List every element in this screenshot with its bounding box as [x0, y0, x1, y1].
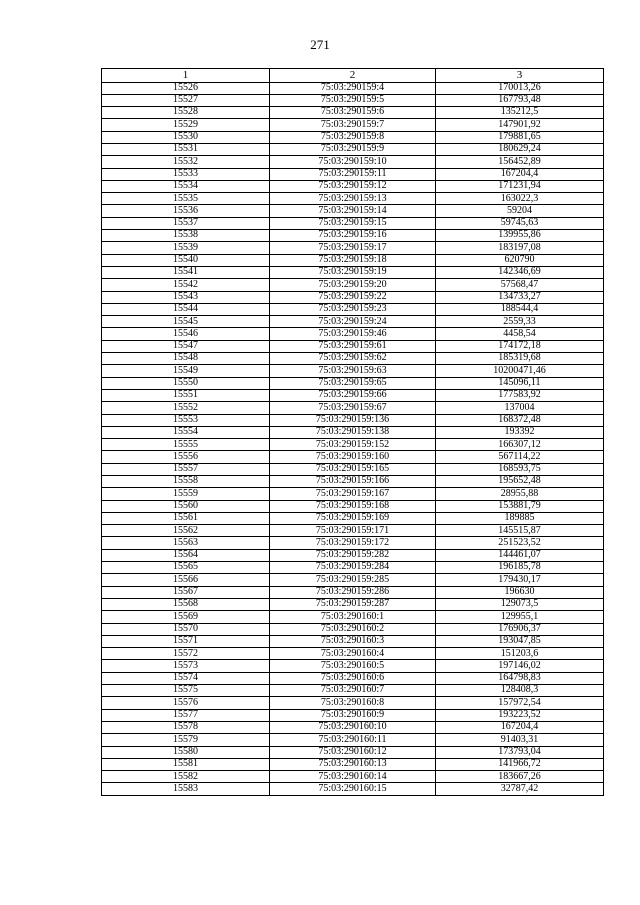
table-row [102, 635, 604, 647]
table-row [102, 500, 604, 512]
table-row [102, 205, 604, 217]
row-number-cell: 15540 [102, 254, 270, 266]
cadastral-number-cell: 75:03:290159:67 [270, 402, 436, 414]
table-row [102, 217, 604, 229]
value-cell: 193223,52 [436, 709, 604, 721]
row-number-cell: 15536 [102, 205, 270, 217]
value-cell: 129955,1 [436, 611, 604, 623]
value-cell: 174172,18 [436, 340, 604, 352]
cadastral-number-cell: 75:03:290160:10 [270, 721, 436, 733]
table-row [102, 365, 604, 377]
value-cell: 91403,31 [436, 734, 604, 746]
row-number-cell: 15583 [102, 783, 270, 795]
value-cell: 195652,48 [436, 476, 604, 488]
table-row [102, 402, 604, 414]
cadastral-number-cell: 75:03:290159:287 [270, 598, 436, 610]
value-cell: 193047,85 [436, 635, 604, 647]
cadastral-number-cell: 75:03:290159:282 [270, 549, 436, 561]
value-cell: 134733,27 [436, 291, 604, 303]
value-cell: 251523,52 [436, 537, 604, 549]
cadastral-number-cell: 75:03:290160:6 [270, 672, 436, 684]
row-number-cell: 15580 [102, 746, 270, 758]
row-number-cell: 15570 [102, 623, 270, 635]
cadastral-number-cell: 75:03:290159:168 [270, 500, 436, 512]
table-body [102, 82, 604, 795]
value-cell: 153881,79 [436, 500, 604, 512]
value-cell: 137004 [436, 402, 604, 414]
value-cell: 145096,11 [436, 377, 604, 389]
cadastral-number-cell: 75:03:290159:14 [270, 205, 436, 217]
cadastral-number-cell: 75:03:290160:1 [270, 611, 436, 623]
cadastral-number-cell: 75:03:290160:8 [270, 697, 436, 709]
row-number-cell: 15560 [102, 500, 270, 512]
table-row [102, 672, 604, 684]
value-cell: 170013,26 [436, 82, 604, 94]
row-number-cell: 15539 [102, 242, 270, 254]
row-number-cell: 15579 [102, 734, 270, 746]
cadastral-number-cell: 75:03:290159:138 [270, 426, 436, 438]
cadastral-number-cell: 75:03:290160:11 [270, 734, 436, 746]
value-cell: 179430,17 [436, 574, 604, 586]
table-row [102, 94, 604, 106]
cadastral-number-cell: 75:03:290159:285 [270, 574, 436, 586]
row-number-cell: 15568 [102, 598, 270, 610]
cadastral-number-cell: 75:03:290159:11 [270, 168, 436, 180]
table-row [102, 328, 604, 340]
cadastral-number-cell: 75:03:290160:12 [270, 746, 436, 758]
table-row [102, 512, 604, 524]
row-number-cell: 15546 [102, 328, 270, 340]
value-cell: 57568,47 [436, 279, 604, 291]
value-cell: 141966,72 [436, 758, 604, 770]
cadastral-number-cell: 75:03:290159:167 [270, 488, 436, 500]
table-row [102, 562, 604, 574]
table-row [102, 537, 604, 549]
row-number-cell: 15548 [102, 353, 270, 365]
table-row [102, 389, 604, 401]
table-row [102, 316, 604, 328]
table-row [102, 525, 604, 537]
value-cell: 128408,3 [436, 685, 604, 697]
table-row [102, 476, 604, 488]
row-number-cell: 15544 [102, 303, 270, 315]
cadastral-number-cell: 75:03:290159:7 [270, 119, 436, 131]
cadastral-number-cell: 75:03:290159:10 [270, 156, 436, 168]
cadastral-number-cell: 75:03:290159:61 [270, 340, 436, 352]
cadastral-number-cell: 75:03:290159:62 [270, 353, 436, 365]
table-row [102, 451, 604, 463]
header-row [102, 69, 604, 83]
value-cell: 144461,07 [436, 549, 604, 561]
row-number-cell: 15527 [102, 94, 270, 106]
cadastral-number-cell: 75:03:290159:286 [270, 586, 436, 598]
value-cell: 59745,63 [436, 217, 604, 229]
row-number-cell: 15563 [102, 537, 270, 549]
cadastral-number-cell: 75:03:290159:66 [270, 389, 436, 401]
value-cell: 189885 [436, 512, 604, 524]
page-number: 271 [310, 37, 330, 52]
table-header [102, 69, 604, 83]
cadastral-number-cell: 75:03:290159:4 [270, 82, 436, 94]
table-row [102, 574, 604, 586]
table-row [102, 291, 604, 303]
column-header-3: 3 [436, 69, 604, 83]
value-cell: 183667,26 [436, 771, 604, 783]
cadastral-number-cell: 75:03:290160:15 [270, 783, 436, 795]
value-cell: 157972,54 [436, 697, 604, 709]
cadastral-number-cell: 75:03:290160:3 [270, 635, 436, 647]
row-number-cell: 15573 [102, 660, 270, 672]
cadastral-number-cell: 75:03:290159:171 [270, 525, 436, 537]
row-number-cell: 15532 [102, 156, 270, 168]
table-row [102, 660, 604, 672]
row-number-cell: 15545 [102, 316, 270, 328]
value-cell: 59204 [436, 205, 604, 217]
value-cell: 32787,42 [436, 783, 604, 795]
table-row [102, 254, 604, 266]
row-number-cell: 15543 [102, 291, 270, 303]
cadastral-number-cell: 75:03:290159:13 [270, 193, 436, 205]
table-row [102, 266, 604, 278]
table-row [102, 586, 604, 598]
value-cell: 180629,24 [436, 143, 604, 155]
table-row [102, 549, 604, 561]
table-row [102, 463, 604, 475]
table-row [102, 193, 604, 205]
row-number-cell: 15581 [102, 758, 270, 770]
cadastral-number-cell: 75:03:290159:166 [270, 476, 436, 488]
value-cell: 166307,12 [436, 439, 604, 451]
cadastral-number-cell: 75:03:290159:152 [270, 439, 436, 451]
cadastral-number-cell: 75:03:290159:19 [270, 266, 436, 278]
cadastral-number-cell: 75:03:290160:7 [270, 685, 436, 697]
cadastral-number-cell: 75:03:290159:18 [270, 254, 436, 266]
cadastral-number-cell: 75:03:290159:5 [270, 94, 436, 106]
value-cell: 188544,4 [436, 303, 604, 315]
cadastral-number-cell: 75:03:290160:5 [270, 660, 436, 672]
value-cell: 620790 [436, 254, 604, 266]
value-cell: 179881,65 [436, 131, 604, 143]
cadastral-number-cell: 75:03:290159:284 [270, 562, 436, 574]
row-number-cell: 15575 [102, 685, 270, 697]
cadastral-number-cell: 75:03:290159:17 [270, 242, 436, 254]
row-number-cell: 15537 [102, 217, 270, 229]
value-cell: 567114,22 [436, 451, 604, 463]
value-cell: 129073,5 [436, 598, 604, 610]
table-row [102, 242, 604, 254]
row-number-cell: 15569 [102, 611, 270, 623]
row-number-cell: 15566 [102, 574, 270, 586]
table-row [102, 377, 604, 389]
cadastral-number-cell: 75:03:290159:136 [270, 414, 436, 426]
table-row [102, 611, 604, 623]
cadastral-number-cell: 75:03:290159:9 [270, 143, 436, 155]
table-row [102, 721, 604, 733]
value-cell: 147901,92 [436, 119, 604, 131]
value-cell: 183197,08 [436, 242, 604, 254]
table-row [102, 156, 604, 168]
value-cell: 185319,68 [436, 353, 604, 365]
row-number-cell: 15551 [102, 389, 270, 401]
table-row [102, 340, 604, 352]
table-row [102, 734, 604, 746]
row-number-cell: 15576 [102, 697, 270, 709]
row-number-cell: 15557 [102, 463, 270, 475]
table-row [102, 353, 604, 365]
value-cell: 142346,69 [436, 266, 604, 278]
row-number-cell: 15555 [102, 439, 270, 451]
table-row [102, 303, 604, 315]
value-cell: 135212,5 [436, 107, 604, 119]
row-number-cell: 15534 [102, 180, 270, 192]
value-cell: 171231,94 [436, 180, 604, 192]
column-header-1: 1 [102, 69, 270, 83]
table-row [102, 107, 604, 119]
row-number-cell: 15531 [102, 143, 270, 155]
row-number-cell: 15562 [102, 525, 270, 537]
table-row [102, 648, 604, 660]
table-row [102, 426, 604, 438]
value-cell: 139955,86 [436, 230, 604, 242]
value-cell: 4458,54 [436, 328, 604, 340]
row-number-cell: 15561 [102, 512, 270, 524]
cadastral-number-cell: 75:03:290159:172 [270, 537, 436, 549]
row-number-cell: 15529 [102, 119, 270, 131]
value-cell: 145515,87 [436, 525, 604, 537]
row-number-cell: 15559 [102, 488, 270, 500]
row-number-cell: 15558 [102, 476, 270, 488]
value-cell: 10200471,46 [436, 365, 604, 377]
table-row [102, 119, 604, 131]
value-cell: 2559,33 [436, 316, 604, 328]
value-cell: 167204,4 [436, 168, 604, 180]
row-number-cell: 15578 [102, 721, 270, 733]
cadastral-number-cell: 75:03:290159:16 [270, 230, 436, 242]
value-cell: 164798,83 [436, 672, 604, 684]
value-cell: 173793,04 [436, 746, 604, 758]
row-number-cell: 15574 [102, 672, 270, 684]
row-number-cell: 15572 [102, 648, 270, 660]
table-row [102, 180, 604, 192]
table-row [102, 439, 604, 451]
table-row [102, 230, 604, 242]
row-number-cell: 15565 [102, 562, 270, 574]
table-row [102, 771, 604, 783]
cadastral-number-cell: 75:03:290159:165 [270, 463, 436, 475]
value-cell: 168593,75 [436, 463, 604, 475]
row-number-cell: 15582 [102, 771, 270, 783]
value-cell: 196185,78 [436, 562, 604, 574]
cadastral-number-cell: 75:03:290159:24 [270, 316, 436, 328]
cadastral-number-cell: 75:03:290159:46 [270, 328, 436, 340]
row-number-cell: 15541 [102, 266, 270, 278]
cadastral-number-cell: 75:03:290160:9 [270, 709, 436, 721]
table-row [102, 82, 604, 94]
table-row [102, 414, 604, 426]
row-number-cell: 15554 [102, 426, 270, 438]
row-number-cell: 15577 [102, 709, 270, 721]
row-number-cell: 15526 [102, 82, 270, 94]
table-row [102, 488, 604, 500]
cadastral-number-cell: 75:03:290160:14 [270, 771, 436, 783]
value-cell: 176906,37 [436, 623, 604, 635]
cadastral-number-cell: 75:03:290159:169 [270, 512, 436, 524]
value-cell: 196630 [436, 586, 604, 598]
row-number-cell: 15549 [102, 365, 270, 377]
value-cell: 167793,48 [436, 94, 604, 106]
cadastral-number-cell: 75:03:290159:20 [270, 279, 436, 291]
cadastral-number-cell: 75:03:290159:160 [270, 451, 436, 463]
row-number-cell: 15567 [102, 586, 270, 598]
table-row [102, 131, 604, 143]
table-row [102, 709, 604, 721]
cadastral-number-cell: 75:03:290159:8 [270, 131, 436, 143]
row-number-cell: 15538 [102, 230, 270, 242]
table-row [102, 623, 604, 635]
value-cell: 167204,4 [436, 721, 604, 733]
row-number-cell: 15550 [102, 377, 270, 389]
cadastral-number-cell: 75:03:290160:13 [270, 758, 436, 770]
table-row [102, 783, 604, 795]
table-row [102, 143, 604, 155]
value-cell: 163022,3 [436, 193, 604, 205]
cadastral-number-cell: 75:03:290160:4 [270, 648, 436, 660]
cadastral-number-cell: 75:03:290159:65 [270, 377, 436, 389]
value-cell: 168372,48 [436, 414, 604, 426]
value-cell: 151203,6 [436, 648, 604, 660]
value-cell: 28955,88 [436, 488, 604, 500]
row-number-cell: 15535 [102, 193, 270, 205]
row-number-cell: 15530 [102, 131, 270, 143]
row-number-cell: 15571 [102, 635, 270, 647]
row-number-cell: 15556 [102, 451, 270, 463]
row-number-cell: 15553 [102, 414, 270, 426]
row-number-cell: 15552 [102, 402, 270, 414]
value-cell: 156452,89 [436, 156, 604, 168]
table-row [102, 598, 604, 610]
cadastral-number-cell: 75:03:290159:6 [270, 107, 436, 119]
cadastral-number-cell: 75:03:290159:22 [270, 291, 436, 303]
table-row [102, 168, 604, 180]
row-number-cell: 15528 [102, 107, 270, 119]
table-row [102, 697, 604, 709]
table-row [102, 685, 604, 697]
cadastral-number-cell: 75:03:290159:63 [270, 365, 436, 377]
row-number-cell: 15542 [102, 279, 270, 291]
cadastral-number-cell: 75:03:290160:2 [270, 623, 436, 635]
registry-table [101, 68, 604, 796]
row-number-cell: 15533 [102, 168, 270, 180]
value-cell: 197146,02 [436, 660, 604, 672]
row-number-cell: 15564 [102, 549, 270, 561]
cadastral-number-cell: 75:03:290159:12 [270, 180, 436, 192]
table-row [102, 758, 604, 770]
value-cell: 177583,92 [436, 389, 604, 401]
table-row [102, 279, 604, 291]
cadastral-number-cell: 75:03:290159:23 [270, 303, 436, 315]
table-row [102, 746, 604, 758]
column-header-2: 2 [270, 69, 436, 83]
row-number-cell: 15547 [102, 340, 270, 352]
cadastral-number-cell: 75:03:290159:15 [270, 217, 436, 229]
value-cell: 193392 [436, 426, 604, 438]
